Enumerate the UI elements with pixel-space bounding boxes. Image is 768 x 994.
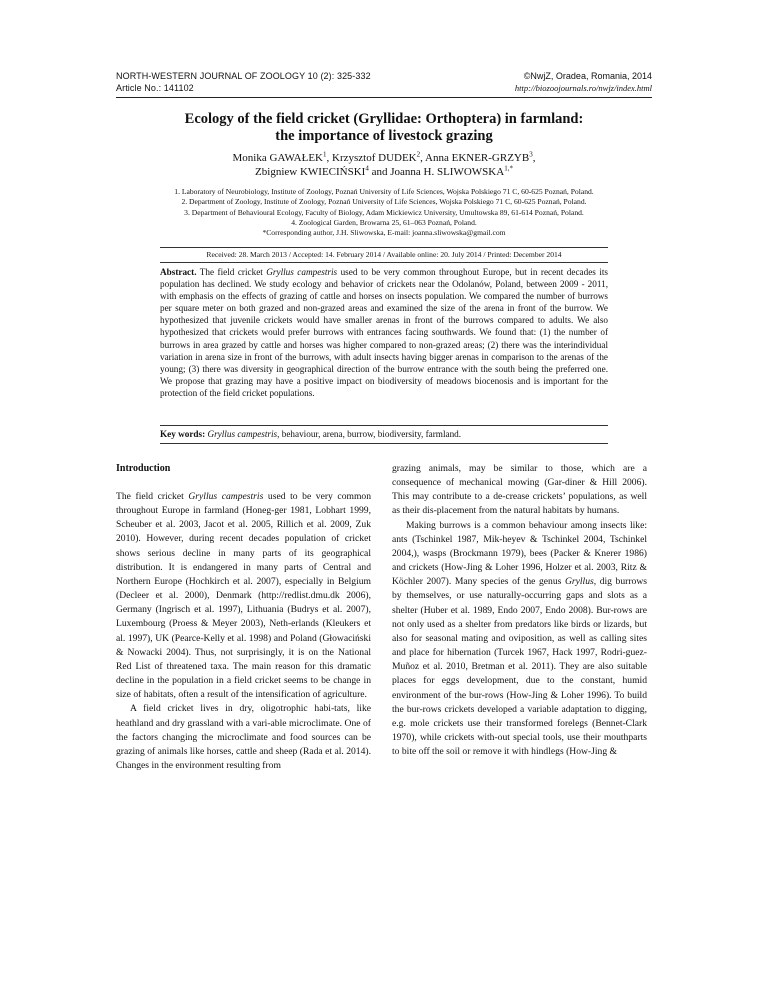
author-affiliation-mark: 3 (529, 150, 533, 159)
body-text: The field cricket (116, 491, 189, 502)
body-paragraph: grazing animals, may be similar to those, which are a consequence of mechanical mowing (Gar-diner & Hill 2006). This may contribute to a de-crease crickets’ populations, as well as their dis-placement from the natural habitats by humans. (392, 463, 647, 517)
author-affiliation-mark: 1 (323, 150, 327, 159)
corresponding-author: *Corresponding author, J.H. Sliwowska, E-mail: joanna.sliwowska@gmail.com (262, 228, 506, 238)
journal-citation: NORTH-WESTERN JOURNAL OF ZOOLOGY 10 (2): 325-332 (116, 71, 371, 81)
abstract-label: Abstract. (160, 267, 197, 277)
article-title (116, 111, 652, 145)
author-name: Monika GAWAŁEK (232, 152, 323, 164)
author-line-2 (116, 165, 652, 179)
author-separator: , (532, 152, 536, 164)
abstract-top-rule (160, 262, 608, 263)
affiliation-1: 1. Laboratory of Neurobiology, Institute of Zoology, Poznań University of Life Sciences, Wojska Polskiego 71 C, 60-625 Poznań, Poland. (174, 187, 594, 196)
journal-header (116, 70, 371, 94)
author-conjunction: and (368, 166, 391, 178)
title-line-2: the importance of livestock grazing (275, 128, 493, 144)
author-name: Joanna H. SLIWOWSKA (390, 166, 505, 178)
received-top-rule (160, 247, 608, 248)
abstract-text: The field cricket (196, 267, 267, 277)
keywords-bottom-rule (160, 443, 608, 444)
copyright-line: ©NwjZ, Oradea, Romania, 2014 (523, 71, 652, 81)
journal-url[interactable]: http://biozoojournals.ro/nwjz/index.html (514, 83, 652, 93)
author-affiliation-mark: 1,* (504, 164, 513, 173)
author-separator: , (420, 152, 426, 164)
publisher-header (515, 70, 652, 94)
received-dates: Received: 28. March 2013 / Accepted: 14. February 2014 / Available online: 20. July 2014 / Printed: December 2014 (206, 250, 562, 259)
species-name: Gryllus campestris (188, 491, 264, 502)
author-line-1 (116, 151, 652, 165)
body-paragraph (116, 490, 371, 702)
author-name: Krzysztof DUDEK (332, 152, 417, 164)
body-text: Making burrows is a common behaviour among insects like: ants (Tschinkel 1987, Mik-heyev & Tschinkel 2004, Tschinkel 2004,), wasps (Brockmann 1979), bees (Packer & Knerer 1986) and crickets (How-Jing & Loher 1996, Holzer et al. 2003, Ritz & Köchler 2007). Many species of the genus (392, 519, 647, 588)
species-name: Gryllus campestris (266, 267, 338, 277)
abstract (160, 266, 608, 399)
text-column-right (392, 462, 647, 759)
affiliation-4: 4. Zoological Garden, Browarna 25, 61–063 Poznań, Poland. (291, 217, 477, 227)
author-affiliation-mark: 4 (365, 164, 369, 173)
keywords (160, 428, 608, 440)
author-name: Anna EKNER-GRZYB (425, 152, 530, 164)
body-text: used to be very common throughout Europe in farmland (Honeg-ger 1981, Lobhart 1999, Scheuber et al. 2003, Jacot et al. 2005, Rillich et al. 2009, Zuk 2010). However, during recent decades population of cricket shows serious decline in many parts of its geographical distribution. It is endangered in many parts of Central and Northern Europe (Hochkirch et al. 2007), especially in Belgium (Decleer et al. 2000), Denmark (http://redlist.dmu.dk 2006), Germany (Ingrisch et al. 1997), Lithuania (Budrys et al. 2007), Luxembourg (Proess & Meyer 2003), Neth-erlands (Kleukers et al. 1997), UK (Pearce-Kelly et al. 1998) and Poland (Głowaciński & Nowacki 2004). Thus, not surprisingly, it is on the National Red List of threatened taxa. The main reason for this dramatic decline in the population in a field cricket seems to be change in size of habitats, often a result of the intensification of agriculture. (116, 491, 372, 701)
body-paragraph (392, 519, 647, 760)
affiliation-2: 2. Department of Zoology, Institute of Zoology, Poznań University of Life Sciences, Wojska Polskiego 71 C, 60-625 Poznań, Poland. (181, 197, 587, 207)
affiliation-list (116, 187, 652, 238)
author-list (116, 151, 652, 179)
text-column-left (116, 462, 371, 773)
body-text: , dig burrows by themselves, or use naturally-occurring gaps and slots as a shelter (Huber et al. 1989, Endo 2007, Endo 2008). Bur-rows are not only used as a shelter from predators like birds or lizards, but also for seasonal mating and oviposition, as well as calling sites and place for hibernation (Turcek 1967, Hack 1997, Rodri-guez-Muñoz et al. 2010, Bretman et al. 2011). They are also suitable places for eggs development, due to the constant, humid environment of the bur-rows (How-Jing & Loher 1996). To build the bur-rows crickets developed a variable adaptation to digging, e.g. mole crickets use their transformed forelegs (Bennet-Clark 1970), while crickets with-out special tools, use their mouthparts to bite off the soil or remove it with hindlegs (How-Jing & (392, 576, 647, 758)
author-name: Zbigniew KWIECIŃSKI (255, 166, 366, 178)
title-line-1: Ecology of the field cricket (Gryllidae: Orthoptera) in farmland: (184, 111, 584, 127)
author-separator: , (326, 152, 332, 164)
abstract-text: used to be very common throughout Europe, but in recent decades its population has declined. We study ecology and behavior of crickets near the Odolanów, Poland, between 2009 - 2011, with emphasis on the effects of grazing of cattle and horses on insects population. We compared the number of burrows per square meter on both grazed and non-grazed areas and examined the size of the arena in front of the burrow. We hypothesized that juvenile crickets would have smaller arenas in front of the burrows compared to adults. We also hypothesized that crickets would prefer burrows with entrances facing southwards. We found that: (1) the number of burrows in area grazed by cattle and horses was higher compared to non-grazed areas; (2) there was the interindividual variation in arena size in front of the burrows, with adult insects having bigger arenas in comparison to the arenas of the young; (3) there was diversity in geographical direction of the burrow entrance with the south being the preferred one. We propose that grazing may have a positive impact on biodiversity of meadows biocenosis and is important for the protection of the field cricket populations. (160, 267, 608, 398)
species-name: Gryllus campestris (207, 429, 278, 439)
header-divider (116, 97, 652, 98)
genus-name: Gryllus (564, 576, 594, 588)
keywords-list: , behaviour, arena, burrow, biodiversity, farmland. (277, 429, 462, 439)
keywords-top-rule (160, 425, 608, 426)
section-heading-introduction: Introduction (116, 463, 171, 474)
affiliation-3: 3. Department of Behavioural Ecology, Faculty of Biology, Adam Mickiewicz University, Umultowska 89, 61-614 Poznań, Poland. (184, 207, 584, 217)
body-paragraph: A field cricket lives in dry, oligotrophic habi-tats, like heathland and dry grassland with a vari-able microclimate. One of the factors changing the microclimate and food sources can be grazing of animals like horses, cattle and sheep (Rada et al. 2014). Changes in the environment resulting from (116, 703, 371, 771)
article-number: Article No.: 141102 (116, 83, 194, 93)
keywords-label: Key words: (160, 429, 206, 439)
author-affiliation-mark: 2 (416, 150, 421, 159)
